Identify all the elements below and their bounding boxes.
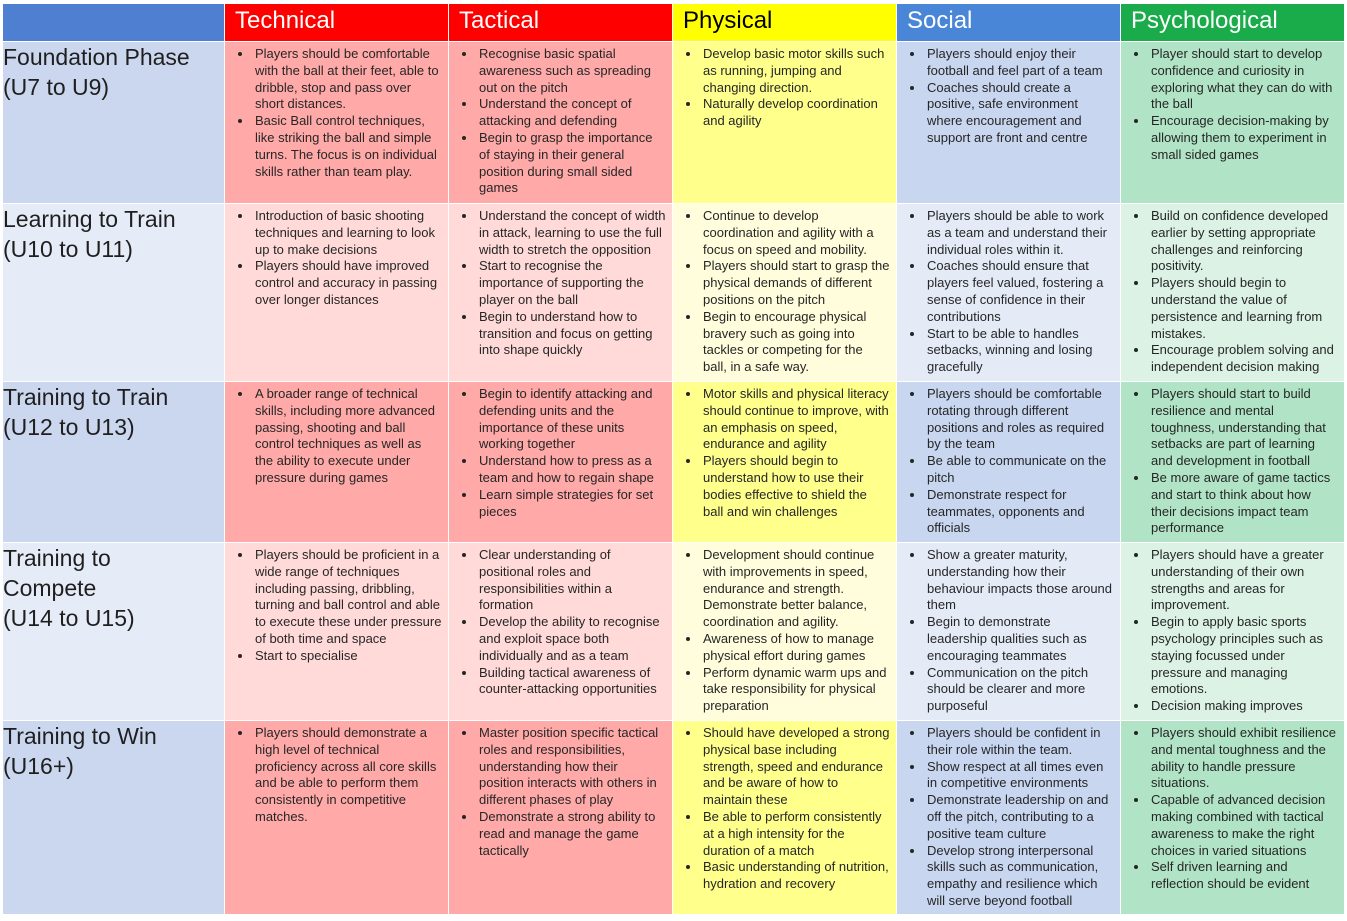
bullet-point: • Naturally develop coordination and agility	[701, 96, 890, 130]
bullet-point: • Players should be confident in their role within the team.	[925, 725, 1114, 759]
header-psychological: Psychological	[1121, 4, 1345, 42]
bullet-list	[673, 382, 896, 520]
bullet-point: • Demonstrate respect for teammates, opponents and officials	[925, 487, 1114, 537]
cell-psychological	[1121, 42, 1345, 204]
bullet-point: • Player should start to develop confidence and curiosity in exploring what they can do with the ball	[1149, 46, 1338, 113]
bullet-list	[673, 204, 896, 376]
bullet-list	[1121, 721, 1344, 893]
bullet-point: • Begin to grasp the importance of staying in their general position during small sided games	[477, 130, 666, 197]
cell-technical	[225, 204, 449, 382]
phase-label	[3, 543, 225, 721]
phase-label-line: Training to Train	[3, 384, 169, 410]
bullet-point: • Players should be proficient in a wide range of techniques including passing, dribbling, turning and ball control and able to execute these under pressure of both time and space	[253, 547, 442, 648]
bullet-point: • Building tactical awareness of counter-attacking opportunities	[477, 665, 666, 699]
row-training-to-train	[3, 382, 1345, 543]
bullet-point: • A broader range of technical skills, including more advanced passing, shooting and ball control techniques as well as the ability to execute under pressure during games	[253, 386, 442, 487]
bullet-point: • Show a greater maturity, understanding how their behaviour impacts those around them	[925, 547, 1114, 614]
header-tactical: Tactical	[449, 4, 673, 42]
bullet-list	[897, 204, 1120, 376]
bullet-point: • Motor skills and physical literacy should continue to improve, with an emphasis on speed, endurance and agility	[701, 386, 890, 453]
cell-tactical	[449, 204, 673, 382]
bullet-point: • Players should be able to work as a team and understand their individual roles within it.	[925, 208, 1114, 258]
bullet-point: • Be able to communicate on the pitch	[925, 453, 1114, 487]
development-matrix	[2, 3, 1345, 915]
cell-psychological	[1121, 721, 1345, 915]
bullet-list	[1121, 382, 1344, 537]
bullet-point: • Encourage problem solving and independent decision making	[1149, 342, 1338, 376]
bullet-point: • Awareness of how to manage physical effort during games	[701, 631, 890, 665]
phase-label-line: (U14 to U15)	[3, 605, 135, 631]
bullet-point: • Begin to understand how to transition and focus on getting into shape quickly	[477, 309, 666, 359]
bullet-list	[897, 721, 1120, 910]
bullet-point: • Basic understanding of nutrition, hydration and recovery	[701, 859, 890, 893]
bullet-point: • Start to recognise the importance of supporting the player on the ball	[477, 258, 666, 308]
header-social: Social	[897, 4, 1121, 42]
phase-label	[3, 382, 225, 543]
bullet-list	[225, 382, 448, 487]
bullet-point: • Players should have a greater understanding of their own strengths and areas for improvement.	[1149, 547, 1338, 614]
cell-tactical	[449, 543, 673, 721]
bullet-list	[897, 543, 1120, 715]
bullet-list	[449, 382, 672, 520]
bullet-point: • Begin to encourage physical bravery such as going into tackles or competing for the ball, in a safe way.	[701, 309, 890, 376]
bullet-point: • Understand the concept of width in attack, learning to use the full width to stretch the opposition	[477, 208, 666, 258]
bullet-point: • Players should have improved control and accuracy in passing over longer distances	[253, 258, 442, 308]
phase-label	[3, 42, 225, 204]
bullet-point: • Demonstrate a strong ability to read and manage the game tactically	[477, 809, 666, 859]
bullet-point: • Begin to demonstrate leadership qualities such as encouraging teammates	[925, 614, 1114, 664]
phase-label-line: Foundation Phase	[3, 44, 190, 70]
cell-psychological	[1121, 382, 1345, 543]
cell-physical	[673, 543, 897, 721]
bullet-point: • Recognise basic spatial awareness such as spreading out on the pitch	[477, 46, 666, 96]
bullet-point: • Basic Ball control techniques, like striking the ball and simple turns. The focus is on individual skills rather than team play.	[253, 113, 442, 180]
bullet-point: • Show respect at all times even in competitive environments	[925, 759, 1114, 793]
row-foundation-phase	[3, 42, 1345, 204]
phase-label-line: Training to Win	[3, 723, 157, 749]
bullet-point: • Learn simple strategies for set pieces	[477, 487, 666, 521]
bullet-point: • Encourage decision-making by allowing them to experiment in small sided games	[1149, 113, 1338, 163]
bullet-list	[897, 42, 1120, 147]
cell-social	[897, 204, 1121, 382]
phase-label	[3, 721, 225, 915]
bullet-point: • Build on confidence developed earlier by setting appropriate challenges and reinforcing positivity.	[1149, 208, 1338, 275]
cell-social	[897, 543, 1121, 721]
bullet-point: • Develop the ability to recognise and exploit space both individually and as a team	[477, 614, 666, 664]
bullet-list	[673, 42, 896, 130]
phase-label-line: Learning to Train	[3, 206, 176, 232]
bullet-point: • Capable of advanced decision making combined with tactical awareness to make the right choices in varied situations	[1149, 792, 1338, 859]
bullet-point: • Clear understanding of positional roles and responsibilities within a formation	[477, 547, 666, 614]
bullet-list	[225, 721, 448, 826]
bullet-list	[225, 42, 448, 180]
cell-psychological	[1121, 204, 1345, 382]
row-learning-to-train	[3, 204, 1345, 382]
bullet-list	[673, 721, 896, 893]
bullet-point: • Master position specific tactical roles and responsibilities, understanding how their position interacts with others in different phases of play	[477, 725, 666, 809]
cell-physical	[673, 42, 897, 204]
bullet-list	[1121, 543, 1344, 715]
bullet-point: • Players should exhibit resilience and mental toughness and the ability to handle pressure situations.	[1149, 725, 1338, 792]
bullet-point: • Players should start to grasp the physical demands of different positions on the pitch	[701, 258, 890, 308]
bullet-list	[1121, 204, 1344, 376]
bullet-point: • Should have developed a strong physical base including strength, speed and endurance and be aware of how to maintain these	[701, 725, 890, 809]
bullet-point: • Communication on the pitch should be clearer and more purposeful	[925, 665, 1114, 715]
phase-label-line: Training to	[3, 545, 111, 571]
bullet-point: • Players should begin to understand how to use their bodies effective to shield the ball and win challenges	[701, 453, 890, 520]
bullet-point: • Start to be able to handles setbacks, winning and losing gracefully	[925, 326, 1114, 376]
bullet-point: • Players should demonstrate a high level of technical proficiency across all core skills and be able to perform them consistently in competitive matches.	[253, 725, 442, 826]
cell-physical	[673, 382, 897, 543]
bullet-point: • Understand the concept of attacking and defending	[477, 96, 666, 130]
bullet-point: • Start to specialise	[253, 648, 442, 665]
bullet-list	[225, 204, 448, 309]
bullet-list	[449, 543, 672, 698]
cell-technical	[225, 543, 449, 721]
corner-cell	[3, 4, 225, 42]
cell-tactical	[449, 721, 673, 915]
bullet-point: • Introduction of basic shooting techniques and learning to look up to make decisions	[253, 208, 442, 258]
phase-label	[3, 204, 225, 382]
bullet-point: • Perform dynamic warm ups and take responsibility for physical preparation	[701, 665, 890, 715]
cell-tactical	[449, 382, 673, 543]
bullet-point: • Continue to develop coordination and agility with a focus on speed and mobility.	[701, 208, 890, 258]
bullet-point: • Players should be comfortable rotating through different positions and roles as required by the team	[925, 386, 1114, 453]
bullet-list	[673, 543, 896, 715]
bullet-point: • Self driven learning and reflection should be evident	[1149, 859, 1338, 893]
bullet-point: • Demonstrate leadership on and off the pitch, contributing to a positive team culture	[925, 792, 1114, 842]
bullet-point: • Coaches should create a positive, safe environment where encouragement and support are front and centre	[925, 80, 1114, 147]
phase-label-line: Compete	[3, 575, 97, 601]
bullet-list	[449, 204, 672, 359]
cell-technical	[225, 382, 449, 543]
bullet-point: • Develop basic motor skills such as running, jumping and changing direction.	[701, 46, 890, 96]
cell-tactical	[449, 42, 673, 204]
bullet-point: • Begin to apply basic sports psychology principles such as staying focussed under pressure and managing emotions.	[1149, 614, 1338, 698]
cell-physical	[673, 721, 897, 915]
bullet-point: • Be able to perform consistently at a high intensity for the duration of a match	[701, 809, 890, 859]
bullet-list	[225, 543, 448, 665]
bullet-point: • Players should be comfortable with the ball at their feet, able to dribble, stop and pass over short distances.	[253, 46, 442, 113]
bullet-point: • Decision making improves	[1149, 698, 1338, 715]
bullet-point: • Begin to identify attacking and defending units and the importance of these units working together	[477, 386, 666, 453]
bullet-point: • Development should continue with improvements in speed, endurance and strength. Demonstrate better balance, coordination and agility.	[701, 547, 890, 631]
bullet-list	[1121, 42, 1344, 164]
bullet-point: • Be more aware of game tactics and start to think about how their decisions impact team performance	[1149, 470, 1338, 537]
bullet-point: • Coaches should ensure that players feel valued, fostering a sense of confidence in their contributions	[925, 258, 1114, 325]
bullet-point: • Develop strong interpersonal skills such as communication, empathy and resilience which will serve beyond football	[925, 843, 1114, 910]
phase-label-line: (U12 to U13)	[3, 414, 135, 440]
cell-social	[897, 42, 1121, 204]
header-row	[3, 4, 1345, 42]
header-technical: Technical	[225, 4, 449, 42]
cell-psychological	[1121, 543, 1345, 721]
bullet-point: • Players should enjoy their football and feel part of a team	[925, 46, 1114, 80]
cell-social	[897, 382, 1121, 543]
bullet-point: • Players should begin to understand the value of persistence and learning from mistakes.	[1149, 275, 1338, 342]
cell-physical	[673, 204, 897, 382]
phase-label-line: (U7 to U9)	[3, 74, 110, 100]
row-training-to-compete	[3, 543, 1345, 721]
bullet-list	[897, 382, 1120, 537]
header-physical: Physical	[673, 4, 897, 42]
cell-technical	[225, 42, 449, 204]
row-training-to-win	[3, 721, 1345, 915]
bullet-point: • Players should start to build resilience and mental toughness, understanding that setbacks are part of learning and development in football	[1149, 386, 1338, 470]
bullet-list	[449, 42, 672, 197]
cell-social	[897, 721, 1121, 915]
phase-label-line: (U16+)	[3, 753, 74, 779]
phase-label-line: (U10 to U11)	[3, 236, 133, 262]
bullet-point: • Understand how to press as a team and how to regain shape	[477, 453, 666, 487]
bullet-list	[449, 721, 672, 859]
cell-technical	[225, 721, 449, 915]
